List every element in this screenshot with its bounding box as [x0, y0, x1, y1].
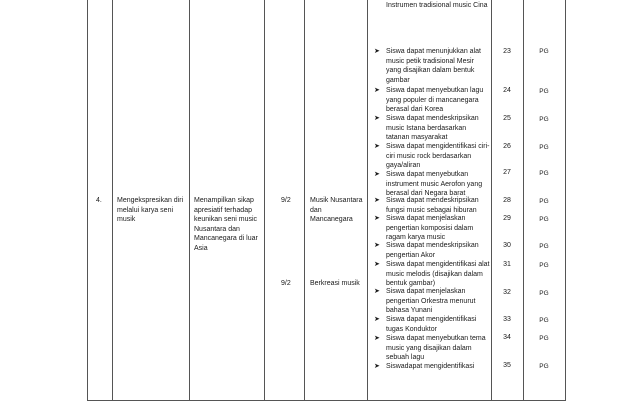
- col-border: [264, 0, 265, 401]
- indicator-text: Siswa dapat mendeskripsikan pengertian Akor: [386, 242, 479, 259]
- soal-number: 23: [503, 48, 511, 55]
- bentuk-soal: PG: [539, 290, 549, 297]
- indicator-text: Siswa dapat mengidentifikasi alat music melodis (disajikan dalam bentuk gambar): [386, 261, 490, 287]
- col-border: [491, 0, 492, 401]
- indicator-item: [374, 334, 490, 363]
- materi-cell-1: Musik Nusantara dan Mancanegara: [310, 197, 363, 223]
- bentuk-soal: PG: [539, 144, 549, 151]
- materi-kd-cell: Menampilkan sikap apresiatif terhadap keunikan seni music Nusantara dan Mancanegara di luar Asia: [194, 197, 258, 252]
- indicator-text: Siswadapat mengidentifikasi: [386, 363, 475, 370]
- arrow-bullet-icon: ➤: [374, 215, 380, 222]
- bentuk-soal: PG: [539, 198, 549, 205]
- soal-number: 31: [503, 261, 511, 268]
- soal-number: 34: [503, 334, 511, 341]
- arrow-bullet-icon: ➤: [374, 87, 380, 94]
- kompetensi-cell: Mengekspresikan diri melalui karya seni musik: [117, 197, 184, 223]
- bentuk-soal: PG: [539, 363, 549, 370]
- kelas-cell-2: 9/2: [281, 280, 291, 287]
- bentuk-soal: PG: [539, 317, 549, 324]
- materi-cell-2: Berkreasi musik: [310, 280, 360, 287]
- soal-number: 26: [503, 143, 511, 150]
- indicator-item: [374, 315, 490, 334]
- indicator-text: Siswa dapat menyebutkan tema music yang disajikan dalam sebuah lagu: [386, 335, 486, 361]
- soal-number: 35: [503, 362, 511, 369]
- indicator-item: [374, 214, 490, 243]
- row-number: 4.: [96, 197, 102, 204]
- bentuk-soal: PG: [539, 170, 549, 177]
- indicator-item: [374, 196, 490, 215]
- col-border: [87, 0, 88, 401]
- arrow-bullet-icon: ➤: [374, 288, 380, 295]
- bentuk-soal: PG: [539, 216, 549, 223]
- bentuk-soal: PG: [539, 116, 549, 123]
- indicator-item: [374, 287, 490, 316]
- bentuk-soal: PG: [539, 262, 549, 269]
- indicator-item: [374, 114, 490, 143]
- indicator-item: [374, 362, 490, 372]
- arrow-bullet-icon: ➤: [374, 242, 380, 249]
- soal-number: 33: [503, 316, 511, 323]
- soal-number: 30: [503, 242, 511, 249]
- indicator-text: Siswa dapat mendeskripsikan music Istana berdasarkan tatanan masyarakat: [386, 115, 479, 141]
- row-border: [87, 400, 565, 401]
- col-border: [189, 0, 190, 401]
- indicator-text: Siswa dapat mendeskripsikan fungsi music sebagai hiburan: [386, 197, 479, 214]
- indicator-item: [374, 86, 490, 115]
- indicator-text: Siswa dapat menjelaskan pengertian Orkestra menurut bahasa Yunani: [386, 288, 476, 314]
- indicator-text: Siswa dapat menjelaskan pengertian komposisi dalam ragam karya music: [386, 215, 474, 241]
- col-border: [565, 0, 566, 401]
- arrow-bullet-icon: ➤: [374, 261, 380, 268]
- bentuk-soal: PG: [539, 243, 549, 250]
- soal-number: 32: [503, 289, 511, 296]
- soal-number: 25: [503, 115, 511, 122]
- col-border: [367, 0, 368, 401]
- indicator-text: Siswa dapat menyebutkan instrument music Aerofon yang berasal dari Negara barat: [386, 171, 483, 197]
- col-border: [523, 0, 524, 401]
- arrow-bullet-icon: ➤: [374, 171, 380, 178]
- bentuk-soal: PG: [539, 88, 549, 95]
- indicator-item: [374, 241, 490, 260]
- indicator-item: [374, 260, 490, 289]
- bentuk-soal: PG: [539, 335, 549, 342]
- arrow-bullet-icon: ➤: [374, 335, 380, 342]
- arrow-bullet-icon: ➤: [374, 197, 380, 204]
- soal-number: 24: [503, 87, 511, 94]
- soal-number: 28: [503, 197, 511, 204]
- soal-number: 27: [503, 169, 511, 176]
- col-border: [112, 0, 113, 401]
- bentuk-soal: PG: [539, 48, 549, 55]
- indicator-text: Siswa dapat mengidentifikasi ciri-ciri music rock berdasarkan gaya/aliran: [386, 143, 490, 169]
- soal-number: 29: [503, 215, 511, 222]
- arrow-bullet-icon: ➤: [374, 115, 380, 122]
- arrow-bullet-icon: ➤: [374, 316, 380, 323]
- top-indicator: Instrumen tradisional music Cina: [386, 2, 488, 9]
- indicator-text: Siswa dapat menyebutkan lagu yang populer di mancanegara berasal dari Korea: [386, 87, 484, 113]
- indicator-item: [374, 47, 490, 85]
- kelas-cell-1: 9/2: [281, 197, 291, 204]
- col-border: [304, 0, 305, 401]
- indicator-text: Siswa dapat menunjukkan alat music petik tradisional Mesir yang disajikan dalam bentuk gambar: [386, 48, 481, 84]
- indicator-item: [374, 142, 490, 171]
- indicator-item: [374, 170, 490, 199]
- indicator-text: Siswa dapat mengidentifikasi tugas Konduktor: [386, 316, 477, 333]
- arrow-bullet-icon: ➤: [374, 363, 380, 370]
- arrow-bullet-icon: ➤: [374, 143, 380, 150]
- arrow-bullet-icon: ➤: [374, 48, 380, 55]
